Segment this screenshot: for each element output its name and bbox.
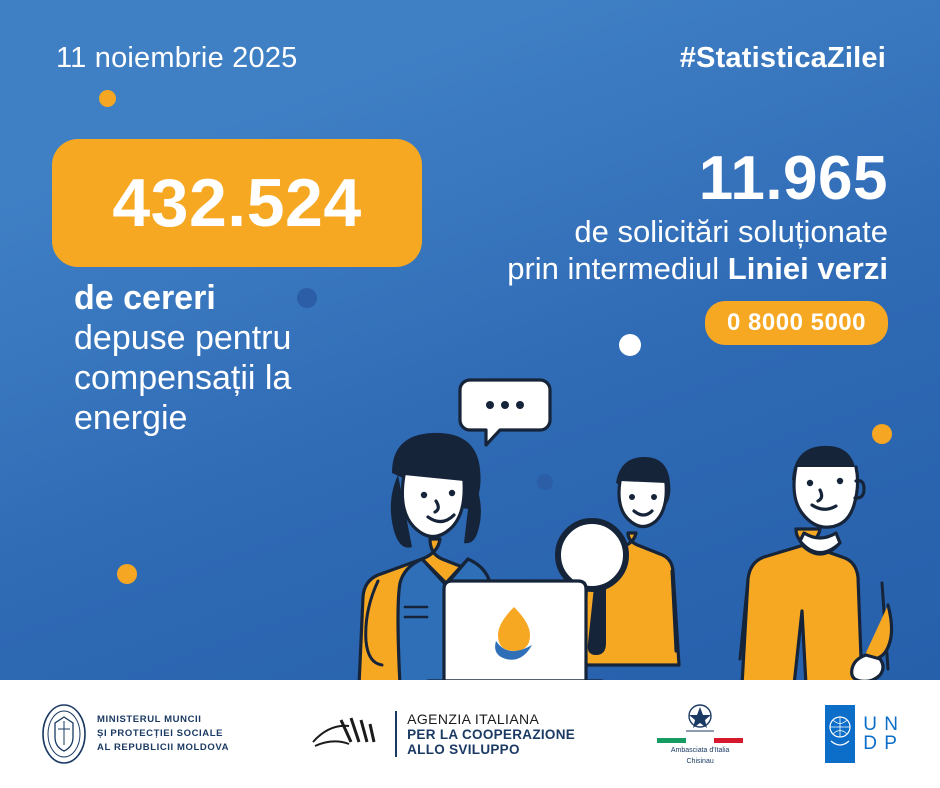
undp-line-2: D P	[863, 733, 898, 754]
undp-logo	[825, 705, 899, 763]
date-label: 11 noiembrie 2025	[56, 42, 298, 74]
moldova-coat-of-arms-icon	[41, 703, 87, 765]
ministry-line-3: AL REPUBLICII MOLDOVA	[97, 742, 230, 754]
agenzia-line-1: AGENZIA ITALIANA	[407, 711, 540, 727]
footer-logos-bar	[0, 680, 940, 788]
undp-logo-text	[863, 715, 899, 754]
right-stat-line2-bold: Liniei verzi	[727, 250, 888, 286]
laptop-icon	[422, 581, 608, 685]
right-stat-block	[418, 144, 888, 345]
un-emblem-icon	[825, 705, 855, 763]
decorative-dot-orange-top	[99, 90, 116, 107]
right-stat-line1: de solicitări soluționate	[574, 214, 888, 249]
ambasciata-logo-text	[671, 746, 730, 767]
left-stat-line4: energie	[74, 399, 188, 438]
ministry-logo-text	[97, 713, 229, 756]
illustration	[300, 355, 940, 685]
ministry-line-2: ȘI PROTECȚIEI SOCIALE	[97, 727, 224, 739]
hashtag-label: #StatisticaZilei	[679, 42, 886, 74]
ambasciata-line-2: Chisinau	[686, 757, 714, 765]
right-stat-number: 11.965	[698, 144, 888, 213]
left-stat-line3: compensații la	[74, 359, 292, 398]
ambasciata-italia-logo	[657, 701, 743, 767]
right-stat-line2-plain: prin intermediul	[507, 250, 728, 286]
agenzia-italiana-logo	[311, 711, 575, 757]
agenzia-line-2: PER LA COOPERAZIONE	[407, 727, 576, 742]
italy-emblem-icon	[680, 701, 720, 735]
italy-flag-icon	[657, 738, 743, 743]
decorative-dot-orange-bottom-left	[117, 564, 137, 584]
agenzia-mark-icon	[311, 712, 385, 756]
left-stat-line2: depuse pentru	[74, 319, 292, 358]
ministry-line-1: MINISTERUL MUNCII	[97, 713, 202, 725]
left-stat-number: 432.524	[112, 165, 362, 241]
ambasciata-line-1: Ambasciata d'Italia	[670, 747, 730, 754]
undp-line-1: U N	[863, 713, 899, 735]
green-line-phone-pill[interactable]: 0 8000 5000	[705, 301, 888, 345]
older-man-figure	[740, 446, 892, 685]
agenzia-logo-text	[395, 711, 575, 757]
ministry-logo	[41, 703, 229, 765]
left-stat-pill	[52, 139, 422, 267]
left-stat-line1: de cereri	[74, 279, 216, 317]
right-stat-line2	[418, 251, 888, 288]
speech-bubble-icon	[460, 380, 550, 445]
agenzia-line-3: ALLO SVILUPPO	[407, 742, 520, 757]
